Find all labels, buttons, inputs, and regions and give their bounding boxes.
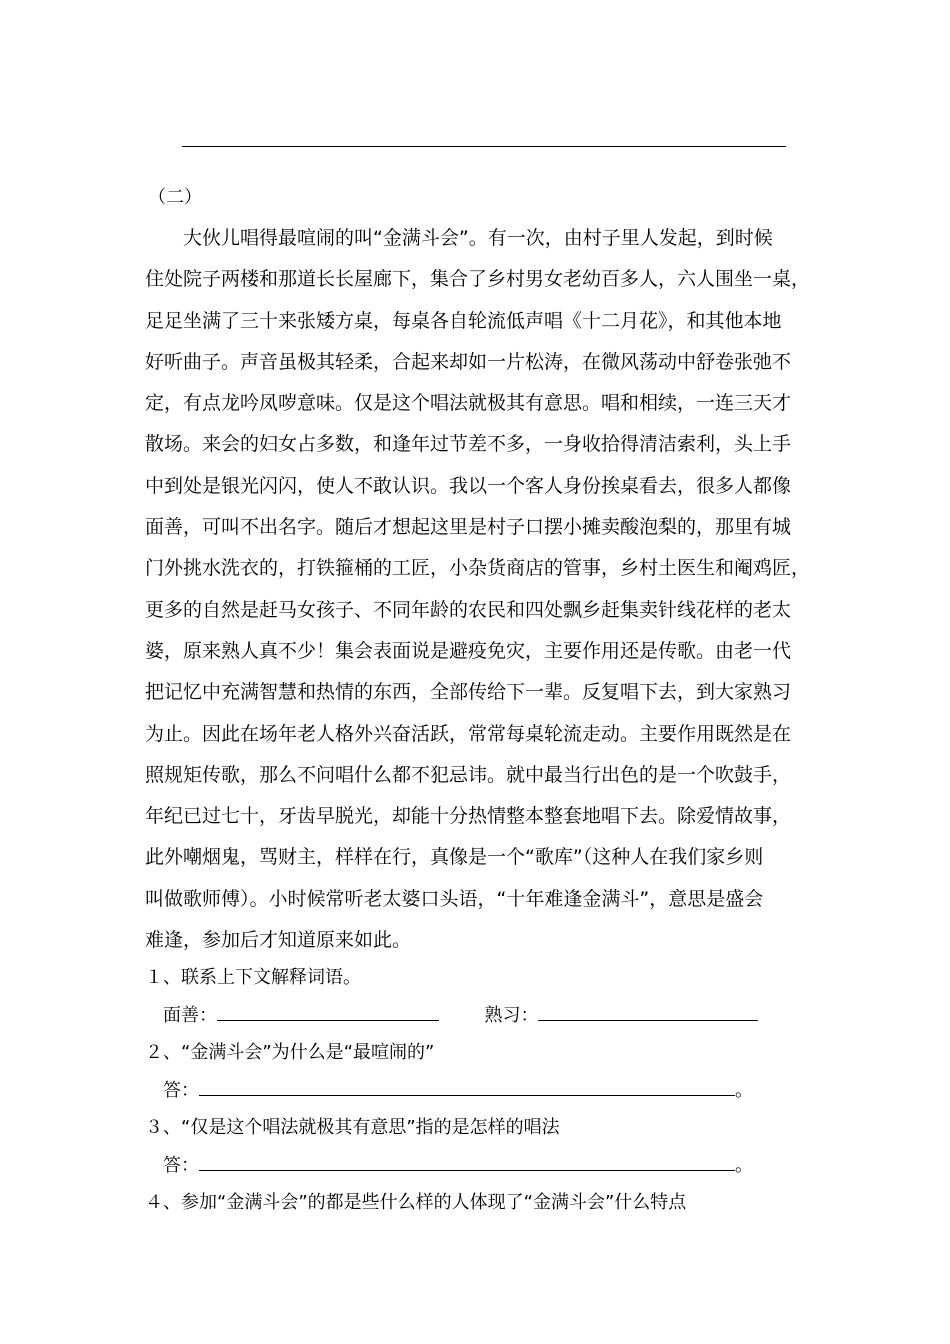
passage-line: 中到处是银光闪闪，使人不敢认识。我以一个客人身份挨桌看去，很多人都像 xyxy=(145,474,792,497)
question-1: １、联系上下文解释词语。 xyxy=(145,967,361,988)
passage-line: 门外挑水洗衣的，打铁箍桶的工匠，小杂货商店的管事，乡村土医生和阉鸡匠， xyxy=(145,557,811,580)
passage-line: 好听曲子。声音虽极其轻柔，合起来却如一片松涛，在微风荡动中舒卷张弛不 xyxy=(145,350,792,373)
question-1-answers xyxy=(163,1002,758,1029)
passage-line: 足足坐满了三十来张矮方桌，每桌各自轮流低声唱《十二月花》，和其他本地 xyxy=(145,309,782,332)
passage-line: 大伙儿唱得最喧闹的叫“金满斗会”。有一次，由村子里人发起，到时候 xyxy=(145,227,773,249)
answer-blank-shuxi[interactable] xyxy=(538,1002,758,1021)
word-label-mianshan: 面善： xyxy=(163,1005,217,1026)
passage-line: 更多的自然是赶马女孩子、不同年龄的农民和四处飘乡赶集卖针线花样的老太 xyxy=(145,598,792,621)
question-2-answer xyxy=(163,1077,753,1104)
passage-line: 住处院子两楼和那道长长屋廊下，集合了乡村男女老幼百多人，六人围坐一桌， xyxy=(145,268,811,291)
passage-line: 照规矩传歌，那么不问唱什么都不犯忌讳。就中最当行出色的是一个吹鼓手， xyxy=(145,763,792,786)
answer-blank-q3[interactable] xyxy=(199,1152,735,1171)
passage-line: 难逢，参加后才知道原来如此。 xyxy=(145,929,412,952)
question-3-answer xyxy=(163,1152,753,1179)
section-label: （二） xyxy=(148,187,202,208)
top-answer-line xyxy=(182,146,786,147)
passage-line: 把记忆中充满智慧和热情的东西，全部传给下一辈。反复唱下去，到大家熟习 xyxy=(145,681,792,704)
passage xyxy=(145,223,825,966)
answer-end-mark: 。 xyxy=(735,1080,753,1101)
answer-label: 答： xyxy=(163,1080,199,1101)
answer-blank-q2[interactable] xyxy=(199,1077,735,1096)
passage-line: 面善，可叫不出名字。随后才想起这里是村子口摆小摊卖酸泡梨的，那里有城 xyxy=(145,516,792,539)
passage-line: 定，有点龙吟凤哕意味。仅是这个唱法就极其有意思。唱和相续，一连三天才 xyxy=(145,392,792,415)
answer-blank-mianshan[interactable] xyxy=(217,1002,439,1021)
question-2: ２、“金满斗会”为什么是“最喧闹的” xyxy=(145,1042,435,1063)
question-4: ４、参加“金满斗会”的都是些什么样的人体现了“金满斗会”什么特点 xyxy=(145,1192,687,1213)
answer-end-mark: 。 xyxy=(735,1155,753,1176)
question-3: ３、“仅是这个唱法就极其有意思”指的是怎样的唱法 xyxy=(145,1117,560,1138)
passage-line: 散场。来会的妇女占多数，和逢年过节差不多，一身收拾得清洁索利，头上手 xyxy=(145,433,792,456)
passage-line: 叫做歌师傅）。小时候常听老太婆口头语，“十年难逢金满斗”，意思是盛会 xyxy=(145,887,764,910)
answer-label: 答： xyxy=(163,1155,199,1176)
passage-line: 此外嘲烟鬼，骂财主，样样在行，真像是一个“歌库”（这种人在我们家乡则 xyxy=(145,846,764,869)
passage-line: 为止。因此在场年老人格外兴奋活跃，常常每桌轮流走动。主要作用既然是在 xyxy=(145,722,792,745)
passage-line: 婆，原来熟人真不少！集会表面说是避疫免灾，主要作用还是传歌。由老一代 xyxy=(145,639,792,662)
passage-line: 年纪已过七十，牙齿早脱光，却能十分热情整本整套地唱下去。除爱情故事， xyxy=(145,805,792,828)
word-label-shuxi: 熟习： xyxy=(484,1005,539,1026)
